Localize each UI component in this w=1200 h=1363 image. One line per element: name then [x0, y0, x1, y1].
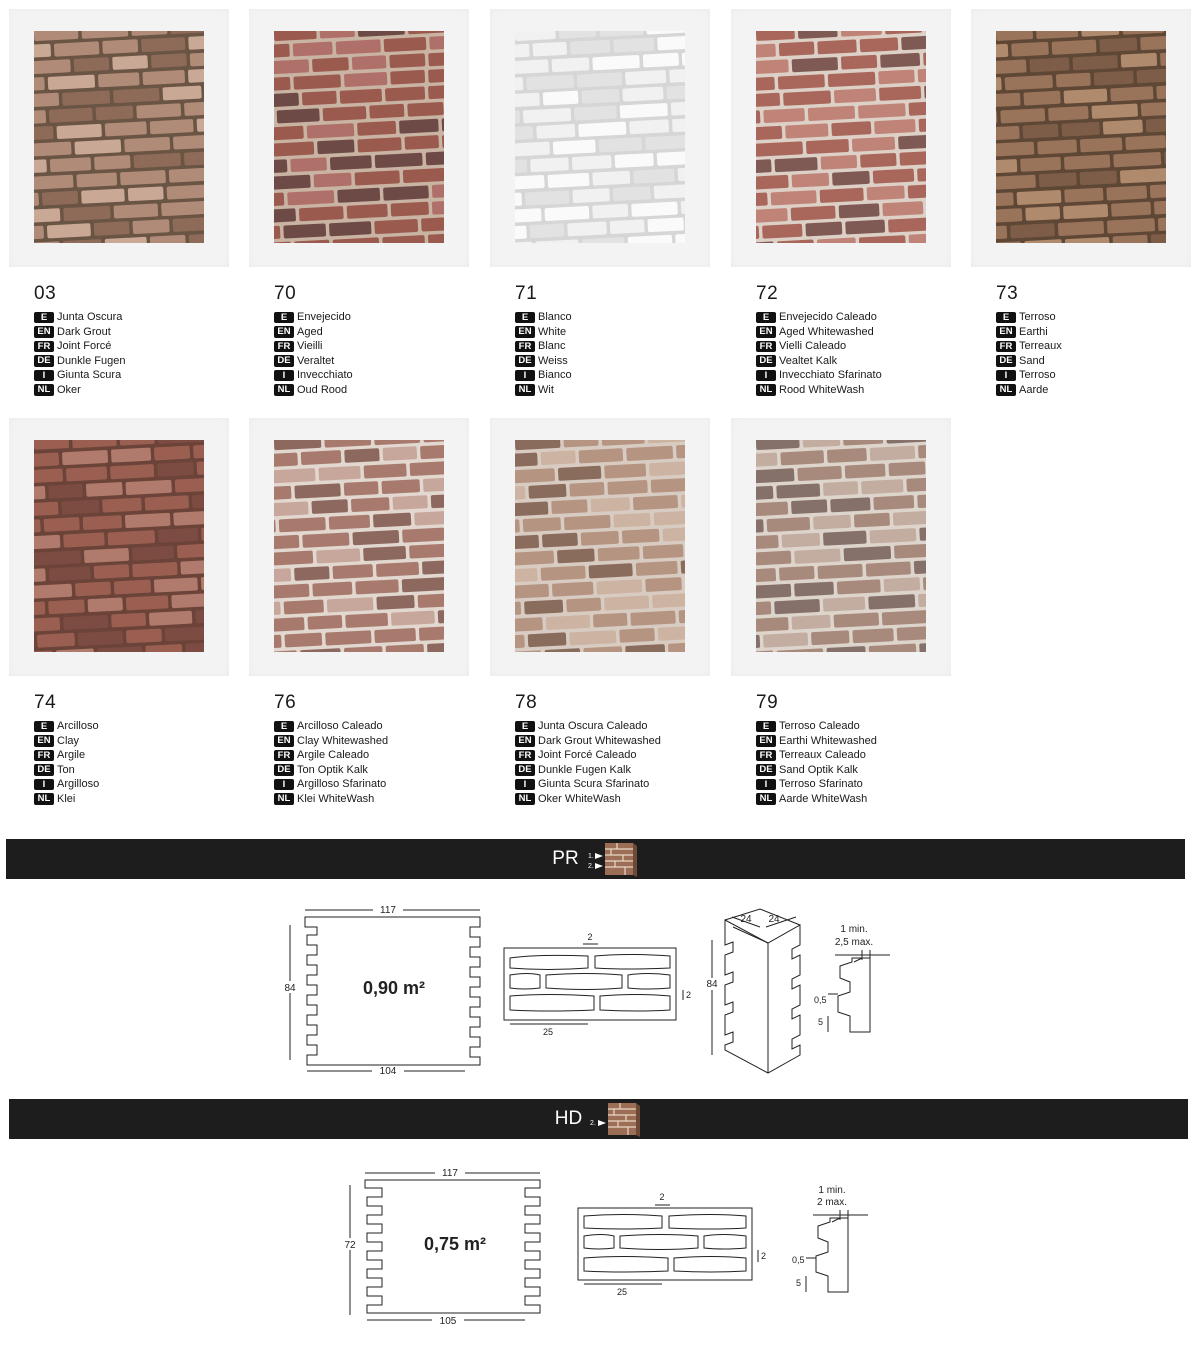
language-tag: NL [34, 384, 54, 396]
hd-area: 0,75 m² [423, 1234, 487, 1254]
language-tag: DE [34, 355, 54, 367]
hd-thickness: 5 [796, 1278, 802, 1288]
hd-bottom-width: 105 [439, 1316, 457, 1327]
hd-top-width: 117 [442, 1168, 458, 1179]
color-name: Aarde [1019, 383, 1049, 396]
brick-texture-image [996, 31, 1166, 243]
swatch-frame [731, 9, 951, 267]
language-tag: FR [274, 341, 294, 353]
swatch-name-item [515, 325, 572, 340]
language-tag: NL [34, 793, 54, 805]
swatch-name-item [515, 368, 572, 383]
pr-icon-mark-1: 1. [587, 853, 594, 860]
swatch-name-item [515, 339, 572, 354]
swatch-code: 78 [515, 692, 538, 713]
language-tag: NL [274, 793, 294, 805]
pr-height: 84 [284, 983, 296, 994]
swatch-name-item [756, 763, 877, 778]
color-name: Argilloso [57, 778, 100, 791]
swatch-name-list [515, 310, 572, 397]
swatch-name-item [515, 354, 572, 369]
language-tag: I [34, 370, 54, 382]
swatch-name-list [34, 719, 99, 806]
pr-icon-mark-2: 2. [587, 863, 594, 870]
color-name: Invecchiato Sfarinato [779, 369, 882, 382]
language-tag: I [756, 779, 776, 791]
language-tag: I [515, 370, 535, 382]
brick-texture-image [515, 31, 685, 243]
brick-texture-image [756, 31, 926, 243]
pr-corner-height: 84 [706, 979, 718, 990]
swatch-name-item [34, 763, 99, 778]
brick-texture-image [756, 440, 926, 652]
language-tag: EN [274, 735, 294, 747]
color-name: Terroso [1019, 369, 1056, 382]
hd-brick-length: 25 [616, 1287, 628, 1297]
language-tag: I [274, 370, 294, 382]
pr-panel-icon [587, 841, 639, 877]
color-name: Rood WhiteWash [779, 383, 865, 396]
color-name: Envejecido Caleado [779, 311, 877, 324]
brick-texture [274, 440, 444, 652]
language-tag: EN [34, 735, 54, 747]
color-name: Klei [57, 792, 76, 805]
swatch-name-item [274, 719, 388, 734]
color-name: Terroso [1019, 311, 1056, 324]
color-name: Sand Optik Kalk [779, 763, 858, 776]
color-name: Oud Rood [297, 383, 348, 396]
swatch-name-item [756, 354, 882, 369]
swatch-name-item [34, 719, 99, 734]
language-tag: I [34, 779, 54, 791]
swatch-name-item [34, 792, 99, 807]
language-tag: NL [756, 384, 776, 396]
language-tag: E [756, 312, 776, 324]
pr-depth-min: 1 min. [840, 924, 868, 935]
color-name: Oker [57, 383, 81, 396]
swatch-name-item [996, 383, 1062, 398]
pr-area: 0,90 m² [362, 978, 426, 998]
language-tag: E [274, 312, 294, 324]
swatch-name-item [756, 719, 877, 734]
brick-texture [515, 31, 685, 243]
color-name: Bianco [538, 369, 572, 382]
swatch-name-item [274, 748, 388, 763]
swatch-name-item [756, 792, 877, 807]
swatch-name-item [274, 354, 353, 369]
swatch-name-item [34, 339, 126, 354]
swatch-name-item [996, 339, 1062, 354]
language-tag: FR [996, 341, 1016, 353]
swatch-code: 03 [34, 283, 57, 304]
color-name: Dunkle Fugen [57, 354, 126, 367]
color-name: Earthi Whitewashed [779, 734, 877, 747]
color-name: Aarde WhiteWash [779, 792, 868, 805]
brick-texture [996, 31, 1166, 243]
swatch-name-item [515, 734, 661, 749]
language-tag: FR [274, 750, 294, 762]
language-tag: EN [274, 326, 294, 338]
swatch-name-item [274, 792, 388, 807]
hd-label: HD [554, 1108, 583, 1129]
swatch-name-item [756, 748, 877, 763]
language-tag: FR [515, 750, 535, 762]
hd-panel-diagram [340, 1160, 550, 1330]
swatch-name-item [756, 777, 877, 792]
swatch-frame [490, 9, 710, 267]
swatch-code: 71 [515, 283, 538, 304]
color-name: Junta Oscura Caleado [538, 720, 648, 733]
language-tag: DE [756, 355, 776, 367]
color-name: Vealtet Kalk [779, 354, 838, 367]
color-name: Joint Forcé [57, 340, 112, 353]
swatch-frame [490, 418, 710, 676]
language-tag: FR [34, 341, 54, 353]
swatch-frame [971, 9, 1191, 267]
hd-profile-diagram [788, 1180, 878, 1300]
language-tag: E [274, 721, 294, 733]
hd-brick-pattern-diagram [572, 1188, 772, 1300]
color-name: Dunkle Fugen Kalk [538, 763, 631, 776]
color-name: Giunta Scura Sfarinato [538, 778, 650, 791]
swatch-name-item [515, 310, 572, 325]
hd-brick-gap: 2 [761, 1251, 767, 1261]
swatch-name-item [515, 792, 661, 807]
brick-texture [34, 31, 204, 243]
swatch-name-item [274, 383, 353, 398]
language-tag: DE [274, 764, 294, 776]
swatch-name-item [756, 734, 877, 749]
swatch-name-item [756, 339, 882, 354]
swatch-frame [249, 418, 469, 676]
brick-texture [34, 440, 204, 652]
language-tag: DE [515, 764, 535, 776]
color-name: Terreaux Caleado [779, 749, 866, 762]
language-tag: NL [515, 384, 535, 396]
language-tag: EN [515, 735, 535, 747]
color-name: Terroso Caleado [779, 720, 860, 733]
pr-brick-length: 25 [542, 1027, 554, 1037]
language-tag: DE [34, 764, 54, 776]
swatch-frame [731, 418, 951, 676]
swatch-name-item [274, 763, 388, 778]
swatch-name-item [274, 777, 388, 792]
color-name: Argile Caleado [297, 749, 370, 762]
swatch-code: 70 [274, 283, 297, 304]
pr-joint: 2 [587, 932, 593, 942]
swatch-name-item [996, 310, 1062, 325]
language-tag: EN [756, 326, 776, 338]
swatch-code: 72 [756, 283, 779, 304]
swatch-name-item [274, 368, 353, 383]
swatch-name-list [756, 719, 877, 806]
pr-panel-diagram [280, 895, 490, 1080]
language-tag: EN [756, 735, 776, 747]
swatch-name-item [996, 354, 1062, 369]
swatch-name-item [34, 777, 99, 792]
swatch-name-item [274, 325, 353, 340]
hd-height: 72 [344, 1240, 356, 1251]
swatch-name-list [34, 310, 126, 397]
pr-brick-pattern-diagram [498, 928, 698, 1040]
swatch-name-item [34, 325, 126, 340]
language-tag: E [756, 721, 776, 733]
swatch-name-item [34, 368, 126, 383]
color-name: Terroso Sfarinato [779, 778, 863, 791]
pr-corner-b: 24 [768, 914, 780, 925]
pr-brick-gap: 2 [686, 990, 692, 1000]
color-name: Veraltet [297, 354, 335, 367]
swatch-name-item [34, 383, 126, 398]
color-name: Weiss [538, 354, 568, 367]
language-tag: E [34, 721, 54, 733]
swatch-name-item [515, 719, 661, 734]
swatch-name-item [34, 310, 126, 325]
color-name: Klei WhiteWash [297, 792, 375, 805]
swatch-frame [9, 418, 229, 676]
swatch-name-item [996, 325, 1062, 340]
language-tag: I [756, 370, 776, 382]
color-name: Blanco [538, 311, 572, 324]
color-name: Aged Whitewashed [779, 325, 874, 338]
swatch-name-item [274, 339, 353, 354]
language-tag: EN [515, 326, 535, 338]
color-name: Ton Optik Kalk [297, 763, 368, 776]
brick-texture [756, 31, 926, 243]
color-name: Oker WhiteWash [538, 792, 621, 805]
hd-depth-max: 2 max. [816, 1197, 848, 1208]
swatch-frame [249, 9, 469, 267]
brick-texture [756, 440, 926, 652]
pr-top-width: 117 [380, 905, 396, 916]
color-name: Giunta Scura [57, 369, 122, 382]
swatch-name-item [756, 325, 882, 340]
brick-texture-image [34, 31, 204, 243]
language-tag: NL [756, 793, 776, 805]
color-name: Dark Grout [57, 325, 111, 338]
swatch-name-item [34, 734, 99, 749]
language-tag: I [515, 779, 535, 791]
swatch-code: 74 [34, 692, 57, 713]
language-tag: NL [515, 793, 535, 805]
brick-texture-image [34, 440, 204, 652]
swatch-name-item [996, 368, 1062, 383]
color-name: Joint Forcé Caleado [538, 749, 637, 762]
language-tag: DE [515, 355, 535, 367]
language-tag: E [34, 312, 54, 324]
brick-texture-image [515, 440, 685, 652]
language-tag: I [996, 370, 1016, 382]
color-name: Aged [297, 325, 323, 338]
color-name: Junta Oscura [57, 311, 123, 324]
pr-corner-a: 24 [740, 914, 752, 925]
swatch-name-item [515, 383, 572, 398]
brick-texture [515, 440, 685, 652]
swatch-frame [9, 9, 229, 267]
swatch-code: 79 [756, 692, 779, 713]
color-name: Vielli Caleado [779, 340, 847, 353]
brick-texture-image [274, 31, 444, 243]
swatch-name-item [274, 310, 353, 325]
language-tag: DE [274, 355, 294, 367]
language-tag: DE [756, 764, 776, 776]
color-name: Earthi [1019, 325, 1048, 338]
color-name: Ton [57, 763, 75, 776]
language-tag: NL [274, 384, 294, 396]
swatch-name-item [34, 748, 99, 763]
color-name: Dark Grout Whitewashed [538, 734, 661, 747]
swatch-code: 73 [996, 283, 1019, 304]
language-tag: DE [996, 355, 1016, 367]
color-name: Argile [57, 749, 86, 762]
swatch-name-item [515, 748, 661, 763]
language-tag: EN [34, 326, 54, 338]
color-name: Wit [538, 383, 554, 396]
pr-profile-diagram [810, 920, 900, 1035]
pr-bottom-width: 104 [379, 1066, 397, 1077]
hd-relief: 0,5 [792, 1255, 805, 1265]
color-name: White [538, 325, 567, 338]
language-tag: E [515, 721, 535, 733]
language-tag: FR [34, 750, 54, 762]
pr-corner-diagram [700, 905, 815, 1080]
color-name: Arcilloso [57, 720, 99, 733]
pr-label: PR [552, 848, 579, 869]
color-name: Arcilloso Caleado [297, 720, 383, 733]
swatch-code: 76 [274, 692, 297, 713]
swatch-name-item [756, 383, 882, 398]
pr-relief: 0,5 [814, 995, 827, 1005]
color-name: Clay [57, 734, 80, 747]
swatch-name-item [515, 777, 661, 792]
hd-joint: 2 [659, 1192, 665, 1202]
language-tag: E [996, 312, 1016, 324]
hd-panel-icon [590, 1101, 642, 1137]
color-name: Sand [1019, 354, 1045, 367]
language-tag: NL [996, 384, 1016, 396]
swatch-name-list [515, 719, 661, 806]
swatch-name-list [274, 310, 353, 397]
language-tag: FR [756, 341, 776, 353]
color-name: Blanc [538, 340, 566, 353]
color-name: Argilloso Sfarinato [297, 778, 387, 791]
swatch-name-list [274, 719, 388, 806]
language-tag: EN [996, 326, 1016, 338]
language-tag: E [515, 312, 535, 324]
color-name: Invecchiato [297, 369, 353, 382]
color-name: Vieilli [297, 340, 323, 353]
language-tag: FR [515, 341, 535, 353]
hd-icon-mark-2: 2. [590, 1120, 597, 1127]
brick-texture [274, 31, 444, 243]
language-tag: I [274, 779, 294, 791]
swatch-name-item [274, 734, 388, 749]
pr-depth-max: 2,5 max. [834, 937, 874, 948]
language-tag: FR [756, 750, 776, 762]
pr-section-header [6, 839, 1185, 879]
swatch-name-list [756, 310, 882, 397]
color-name: Terreaux [1019, 340, 1062, 353]
hd-section-header [9, 1099, 1188, 1139]
color-name: Clay Whitewashed [297, 734, 389, 747]
swatch-name-item [756, 368, 882, 383]
swatch-name-list [996, 310, 1062, 397]
hd-depth-min: 1 min. [818, 1185, 846, 1196]
swatch-name-item [515, 763, 661, 778]
pr-thickness: 5 [818, 1017, 824, 1027]
brick-texture-image [274, 440, 444, 652]
swatch-name-item [756, 310, 882, 325]
swatch-name-item [34, 354, 126, 369]
color-name: Envejecido [297, 311, 351, 324]
